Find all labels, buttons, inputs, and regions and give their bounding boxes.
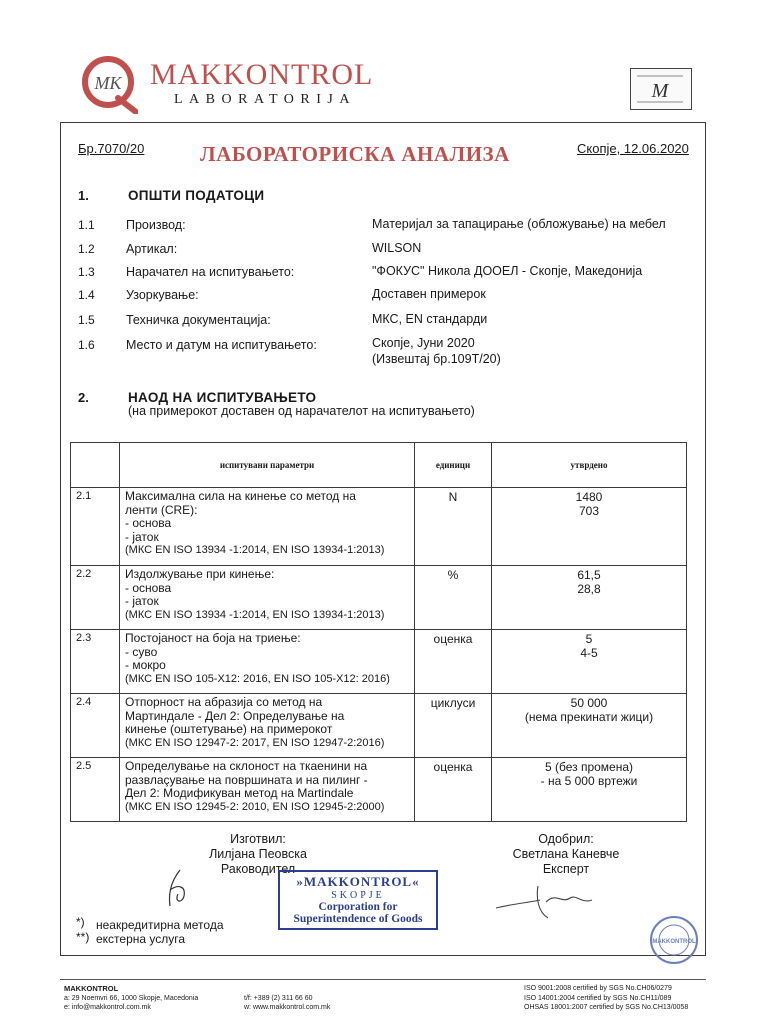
desc-standard: (МКС EN ISO 13934 -1:2014, EN ISO 13934-1:2013) [125, 608, 385, 621]
desc-line: Постојаност на боја на триење: [125, 631, 301, 645]
general-row-label: Техничка документација: [126, 313, 271, 327]
approved-by-name: Светлана Каневче [512, 847, 620, 861]
accreditation-seal [630, 68, 692, 110]
table-row [71, 630, 687, 694]
company-stamp [278, 870, 438, 930]
result-value: 4-5 [580, 646, 598, 660]
row-unit: оценка [415, 630, 492, 694]
row-description [120, 488, 415, 566]
desc-standard: (МКС EN ISO 12945-2: 2010, EN ISO 12945-2:2000) [125, 800, 385, 813]
footnote-text: екстерна услуга [96, 932, 186, 946]
general-row-num: 1.3 [78, 265, 95, 279]
desc-line: ленти (CRE): [125, 502, 198, 517]
result-value: - на 5 000 вртежи [540, 774, 638, 788]
footnote-mark: *) [76, 915, 85, 929]
row-unit: % [415, 566, 492, 630]
general-row-value: Материјал за тапацирање (обложување) на мебел [372, 217, 666, 231]
footer-website: w: www.makkontrol.com.mk [244, 1004, 331, 1011]
approved-by-title: Експерт [542, 862, 590, 876]
prepared-by-name: Лилјана Пеовска [209, 847, 307, 861]
row-number: 2.3 [71, 630, 120, 694]
report-reference: (Извештај бр.109Т/20) [372, 352, 501, 366]
general-row-label: Производ: [126, 218, 186, 232]
row-unit: оценка [415, 758, 492, 822]
footnote-text: неакредитирна метода [96, 918, 224, 932]
general-row-label: Артикал: [126, 242, 178, 256]
desc-line: - јаток [125, 529, 159, 544]
footer-cert-ohsas: OHSAS 18001:2007 certified by SGS No.CH13/0058 [524, 1004, 689, 1011]
document-date: Скопје, 12.06.2020 [577, 141, 689, 156]
general-row-value [372, 335, 501, 367]
stamp-company: »MAKKONTROL« [296, 874, 420, 889]
general-row-value: WILSON [372, 241, 422, 255]
result-value: 5 [585, 632, 593, 646]
header-result: утврдено [492, 443, 687, 488]
document-number: Бр.7070/20 [78, 141, 145, 156]
general-row-label: Узоркување: [126, 288, 199, 302]
result-value: (нема прекинати жици) [524, 710, 654, 724]
general-row-value: "ФОКУС" Никола ДООЕЛ - Скопје, Македонија [372, 264, 643, 278]
logo-letters: MK [94, 73, 122, 93]
footer-cert-iso9001: ISO 9001:2008 certified by SGS No.CH06/0279 [524, 985, 672, 992]
round-stamp-text: MAKKONTROL [652, 939, 696, 945]
desc-standard: (МКС EN ISO 12947-2: 2017, EN ISO 12947-2:2016) [125, 736, 385, 749]
desc-line: Максимална сила на кинење со метод на [125, 489, 356, 503]
general-row-value: МКС, EN стандарди [372, 312, 488, 326]
desc-line: Отпорност на абразија со метод на [125, 695, 323, 709]
section2-subtitle: (на примерокот доставен од нарачателот на испитувањето) [128, 404, 475, 418]
result-value: 1480 [575, 490, 603, 504]
row-result [492, 488, 687, 566]
desc-line: Дел 2: Модификуван метод на Martindale [125, 786, 354, 800]
header-num [71, 443, 120, 488]
result-value: 61,5 [577, 568, 601, 582]
company-logo [78, 54, 138, 114]
desc-line: развлаçување на површината и на пилинг - [125, 772, 368, 787]
stamp-line3: Corporation for [318, 901, 398, 913]
result-value: 28,8 [577, 582, 601, 596]
signature-left [150, 866, 210, 912]
section1-number: 1. [78, 188, 89, 203]
round-stamp [648, 914, 700, 966]
section1-title: ОПШТИ ПОДАТОЦИ [128, 188, 265, 203]
desc-line: Издолжување при кинење: [125, 567, 275, 581]
stamp-line4: Superintendence of Goods [293, 913, 423, 925]
footer-divider [60, 979, 706, 980]
row-unit: N [415, 488, 492, 566]
prepared-by-role: Изготвил: [230, 832, 286, 846]
table-row [71, 566, 687, 630]
row-result [492, 566, 687, 630]
footer-phone: t/f: +389 (2) 311 66 60 [244, 995, 313, 1002]
table-header-row [71, 443, 687, 488]
section2-title: НАОД НА ИСПИТУВАЊЕТО [128, 390, 317, 405]
result-value: 703 [578, 504, 600, 518]
header-units: единици [415, 443, 492, 488]
row-result [492, 694, 687, 758]
desc-line: - суво [125, 644, 158, 659]
brand-subtitle: LABORATORIJA [174, 92, 356, 107]
seal-letter: M [651, 80, 669, 102]
brand-name: MAKKONTROL [150, 58, 374, 91]
row-number: 2.4 [71, 694, 120, 758]
stamp-city: SKOPJE [331, 890, 385, 901]
approved-by-role: Одобрил: [538, 832, 594, 846]
test-place-date: Скопје, Јуни 2020 [372, 336, 475, 350]
general-row-num: 1.6 [78, 338, 95, 352]
result-value: 50 000 [570, 696, 608, 710]
general-row-num: 1.1 [78, 218, 95, 232]
row-result [492, 630, 687, 694]
footer-address: a: 29 Noemvri 66, 1000 Skopje, Macedonia [64, 995, 199, 1002]
footer-cert-iso14001: ISO 14001:2004 certified by SGS No.CH11/089 [524, 995, 672, 1002]
document-title: ЛАБОРАТОРИСКА АНАЛИЗА [200, 142, 510, 166]
row-unit: циклуси [415, 694, 492, 758]
row-number: 2.5 [71, 758, 120, 822]
results-table [70, 442, 687, 822]
general-row-num: 1.5 [78, 313, 95, 327]
footer-company: MAKKONTROL [64, 984, 119, 993]
section2-number: 2. [78, 390, 89, 405]
general-row-num: 1.2 [78, 242, 95, 256]
desc-line: - јаток [125, 594, 159, 608]
row-description [120, 758, 415, 822]
general-row-label: Нарачател на испитувањето: [126, 265, 295, 279]
row-result [492, 758, 687, 822]
row-description [120, 566, 415, 630]
approved-by-block [486, 832, 646, 877]
desc-standard: (МКС EN ISO 13934 -1:2014, EN ISO 13934-1:2013) [125, 544, 385, 556]
general-row-num: 1.4 [78, 288, 95, 302]
desc-line: Мартиндале - Дел 2: Определување на [125, 708, 345, 723]
footnote-mark: **) [76, 930, 90, 944]
desc-standard: (МКС EN ISO 105-X12: 2016, EN ISO 105-X12: 2016) [125, 672, 390, 685]
row-description [120, 694, 415, 758]
row-number: 2.1 [71, 488, 120, 566]
desc-line: - основа [125, 516, 172, 530]
signature-right [492, 878, 602, 924]
desc-line: - мокро [125, 658, 166, 672]
footer-email: e: info@makkontrol.com.mk [64, 1004, 151, 1011]
desc-line: - основа [125, 580, 172, 595]
row-description [120, 630, 415, 694]
table-row [71, 758, 687, 822]
table-row [71, 488, 687, 566]
desc-line: Определување на склоност на ткаенини на [125, 759, 368, 773]
general-row-label: Место и датум на испитувањето: [126, 338, 317, 352]
table-row [71, 694, 687, 758]
general-row-value: Доставен примерок [372, 287, 486, 301]
result-value: 5 (без промена) [544, 760, 634, 774]
row-number: 2.2 [71, 566, 120, 630]
prepared-by-title: Раководител [220, 862, 296, 876]
desc-line: кинење (оштетување) на примерокот [125, 722, 333, 736]
header-parameters: испитувани параметри [120, 443, 415, 488]
